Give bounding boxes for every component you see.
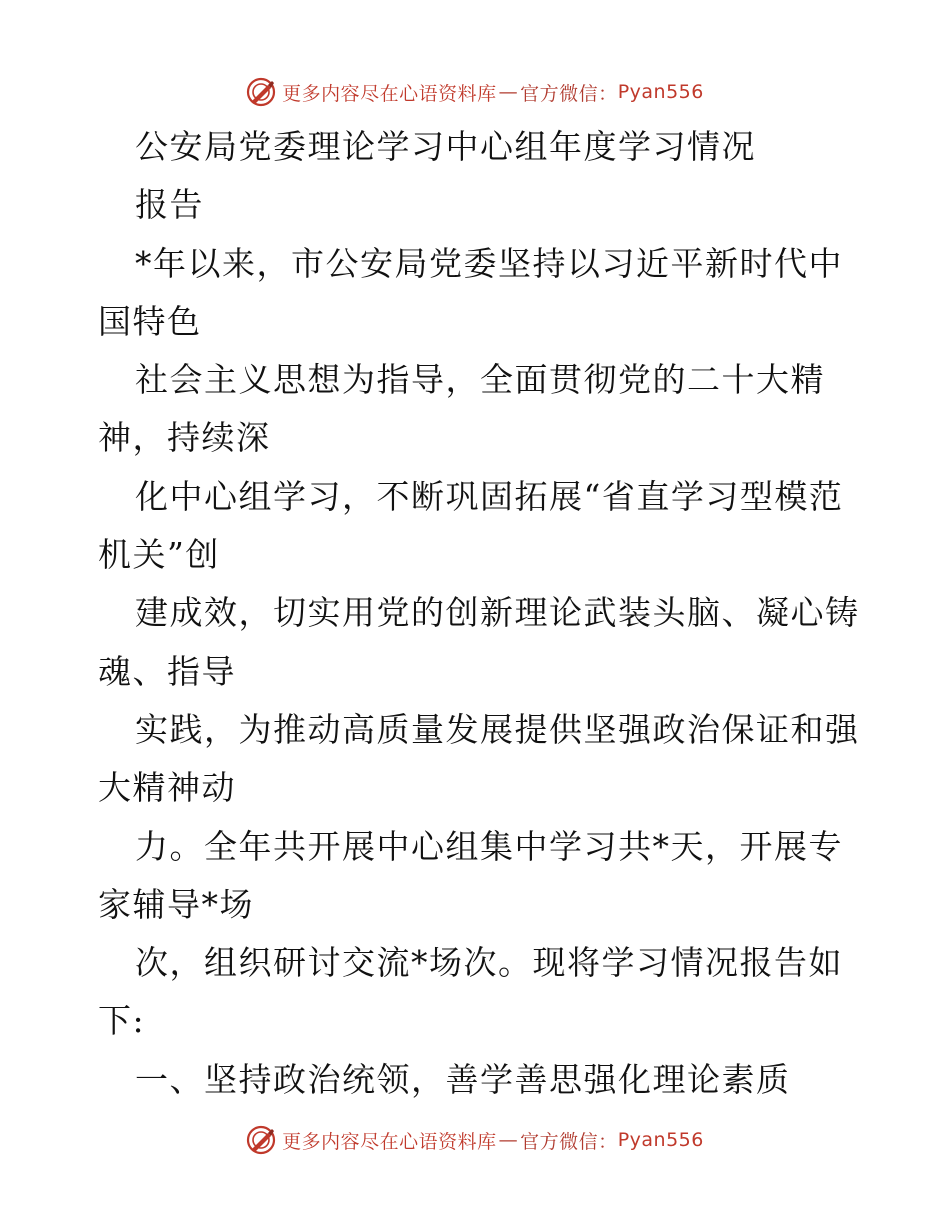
text-line: 下: bbox=[98, 1001, 146, 1041]
watermark-code: Pyan556 bbox=[617, 1129, 704, 1151]
text-line: 国特色 bbox=[98, 301, 202, 341]
text-line: 一、坚持政治统领，善学善思强化理论素质 bbox=[135, 1059, 791, 1099]
text-line: 神，持续深 bbox=[98, 418, 271, 458]
watermark-bottom bbox=[0, 1120, 950, 1160]
text-line: 建成效，切实用党的创新理论武装头脑、凝心铸 bbox=[135, 593, 860, 633]
watermark-top bbox=[0, 72, 950, 112]
text-line: 次，组织研讨交流*场次。现将学习情况报告如 bbox=[135, 943, 843, 983]
watermark-text: 更多内容尽在心语资料库 bbox=[282, 82, 497, 105]
watermark-text: 更多内容尽在心语资料库 bbox=[282, 1130, 497, 1153]
pen-logo-icon bbox=[246, 1125, 276, 1155]
text-line: 实践，为推动高质量发展提供坚强政治保证和强 bbox=[135, 709, 860, 749]
document-title: 公安局党委理论学习中心组年度学习情况 bbox=[135, 127, 756, 166]
watermark-label: 官方微信： bbox=[520, 1130, 618, 1153]
text-line: 报告 bbox=[135, 185, 204, 225]
pen-logo-icon bbox=[246, 77, 276, 107]
text-line: 机关”创 bbox=[98, 535, 220, 575]
watermark-dash: — bbox=[498, 81, 519, 103]
text-line: 家辅导*场 bbox=[98, 884, 254, 924]
text-line: *年以来，市公安局党委坚持以习近平新时代中 bbox=[135, 243, 843, 283]
text-line: 力。全年共开展中心组集中学习共*天，开展专 bbox=[135, 826, 843, 866]
text-line: 魂、指导 bbox=[98, 651, 236, 691]
text-line: 大精神动 bbox=[98, 768, 236, 808]
text-line: 社会主义思想为指导，全面贯彻党的二十大精 bbox=[135, 360, 825, 400]
text-line: 化中心组学习，不断巩固拓展“省直学习型模范 bbox=[135, 476, 844, 516]
document-body bbox=[98, 118, 858, 1109]
watermark-dash: — bbox=[498, 1129, 519, 1151]
watermark-label: 官方微信： bbox=[520, 82, 618, 105]
watermark-code: Pyan556 bbox=[617, 81, 704, 103]
